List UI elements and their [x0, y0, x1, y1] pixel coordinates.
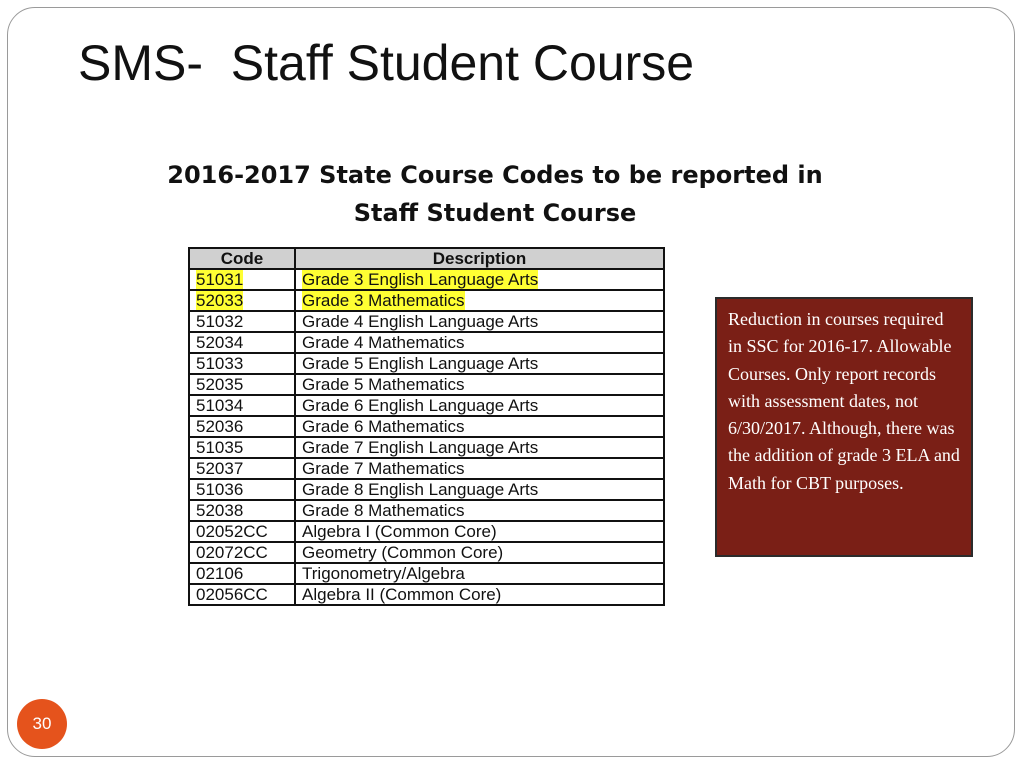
course-code-cell — [189, 584, 295, 605]
table-caption-line-1: 2016-2017 State Course Codes to be reported in — [167, 161, 823, 189]
table-row — [189, 479, 664, 500]
table-row — [189, 353, 664, 374]
course-description: Grade 5 Mathematics — [302, 375, 465, 394]
course-description: Algebra I (Common Core) — [302, 522, 497, 541]
course-code-cell — [189, 395, 295, 416]
course-code-cell — [189, 374, 295, 395]
course-code: 52035 — [196, 375, 244, 394]
table-row — [189, 416, 664, 437]
course-description: Grade 3 Mathematics — [302, 291, 465, 310]
table-row — [189, 542, 664, 563]
course-description: Grade 5 English Language Arts — [302, 354, 539, 373]
course-code: 51034 — [196, 396, 244, 415]
course-description: Grade 7 Mathematics — [302, 459, 465, 478]
course-description: Grade 6 English Language Arts — [302, 396, 539, 415]
course-description-cell — [295, 437, 664, 458]
course-codes-table — [188, 247, 665, 606]
table-row — [189, 332, 664, 353]
course-code-cell — [189, 542, 295, 563]
column-header-code: Code — [189, 248, 295, 269]
table-row — [189, 458, 664, 479]
course-code-cell — [189, 521, 295, 542]
course-description: Grade 7 English Language Arts — [302, 438, 539, 457]
note-box: Reduction in courses required in SSC for 2016-17. Allowable Courses. Only report records with assessment dates, not 6/30/2017. Although, there was the addition of grade 3 ELA and Math for CBT purposes. — [715, 297, 973, 557]
course-code-cell — [189, 563, 295, 584]
course-code: 02052CC — [196, 522, 268, 541]
course-description-cell — [295, 290, 664, 311]
course-description-cell — [295, 458, 664, 479]
table-row — [189, 374, 664, 395]
course-code: 51035 — [196, 438, 244, 457]
table-row — [189, 269, 664, 290]
course-code: 02072CC — [196, 543, 268, 562]
course-code: 52038 — [196, 501, 244, 520]
course-code-cell — [189, 479, 295, 500]
course-description-cell — [295, 269, 664, 290]
table-caption-line-2: Staff Student Course — [353, 199, 637, 227]
course-code-cell — [189, 290, 295, 311]
course-code-cell — [189, 353, 295, 374]
page-number-badge: 30 — [17, 699, 67, 749]
course-description-cell — [295, 311, 664, 332]
course-description: Grade 8 English Language Arts — [302, 480, 539, 499]
table-caption — [100, 156, 890, 232]
course-description-cell — [295, 479, 664, 500]
table-row — [189, 584, 664, 605]
course-code-cell — [189, 269, 295, 290]
course-description: Grade 6 Mathematics — [302, 417, 465, 436]
course-code-cell — [189, 311, 295, 332]
course-code-cell — [189, 332, 295, 353]
slide-title: SMS- Staff Student Course — [78, 35, 695, 91]
table-row — [189, 437, 664, 458]
course-code: 02056CC — [196, 585, 268, 604]
course-code-cell — [189, 416, 295, 437]
course-code: 02106 — [196, 564, 244, 583]
course-description-cell — [295, 542, 664, 563]
course-description-cell — [295, 500, 664, 521]
table-row — [189, 500, 664, 521]
course-code: 51032 — [196, 312, 244, 331]
course-description-cell — [295, 416, 664, 437]
course-description-cell — [295, 332, 664, 353]
course-code-cell — [189, 437, 295, 458]
course-description: Geometry (Common Core) — [302, 543, 504, 562]
column-header-description: Description — [295, 248, 664, 269]
course-code: 51031 — [196, 270, 244, 289]
course-code: 52036 — [196, 417, 244, 436]
course-code: 51033 — [196, 354, 244, 373]
course-description-cell — [295, 353, 664, 374]
course-description-cell — [295, 563, 664, 584]
course-description-cell — [295, 374, 664, 395]
table-row — [189, 290, 664, 311]
course-code: 52034 — [196, 333, 244, 352]
course-description-cell — [295, 395, 664, 416]
course-code: 51036 — [196, 480, 244, 499]
course-code: 52037 — [196, 459, 244, 478]
table-row — [189, 395, 664, 416]
course-code-cell — [189, 458, 295, 479]
course-description: Grade 4 Mathematics — [302, 333, 465, 352]
course-description: Grade 3 English Language Arts — [302, 270, 539, 289]
course-description: Trigonometry/Algebra — [302, 564, 465, 583]
table-body — [189, 269, 664, 605]
table-row — [189, 563, 664, 584]
course-description: Algebra II (Common Core) — [302, 585, 502, 604]
course-code-cell — [189, 500, 295, 521]
table-row — [189, 311, 664, 332]
course-description-cell — [295, 584, 664, 605]
table-header-row — [189, 248, 664, 269]
course-description: Grade 4 English Language Arts — [302, 312, 539, 331]
course-description: Grade 8 Mathematics — [302, 501, 465, 520]
course-code: 52033 — [196, 291, 244, 310]
course-description-cell — [295, 521, 664, 542]
table-row — [189, 521, 664, 542]
